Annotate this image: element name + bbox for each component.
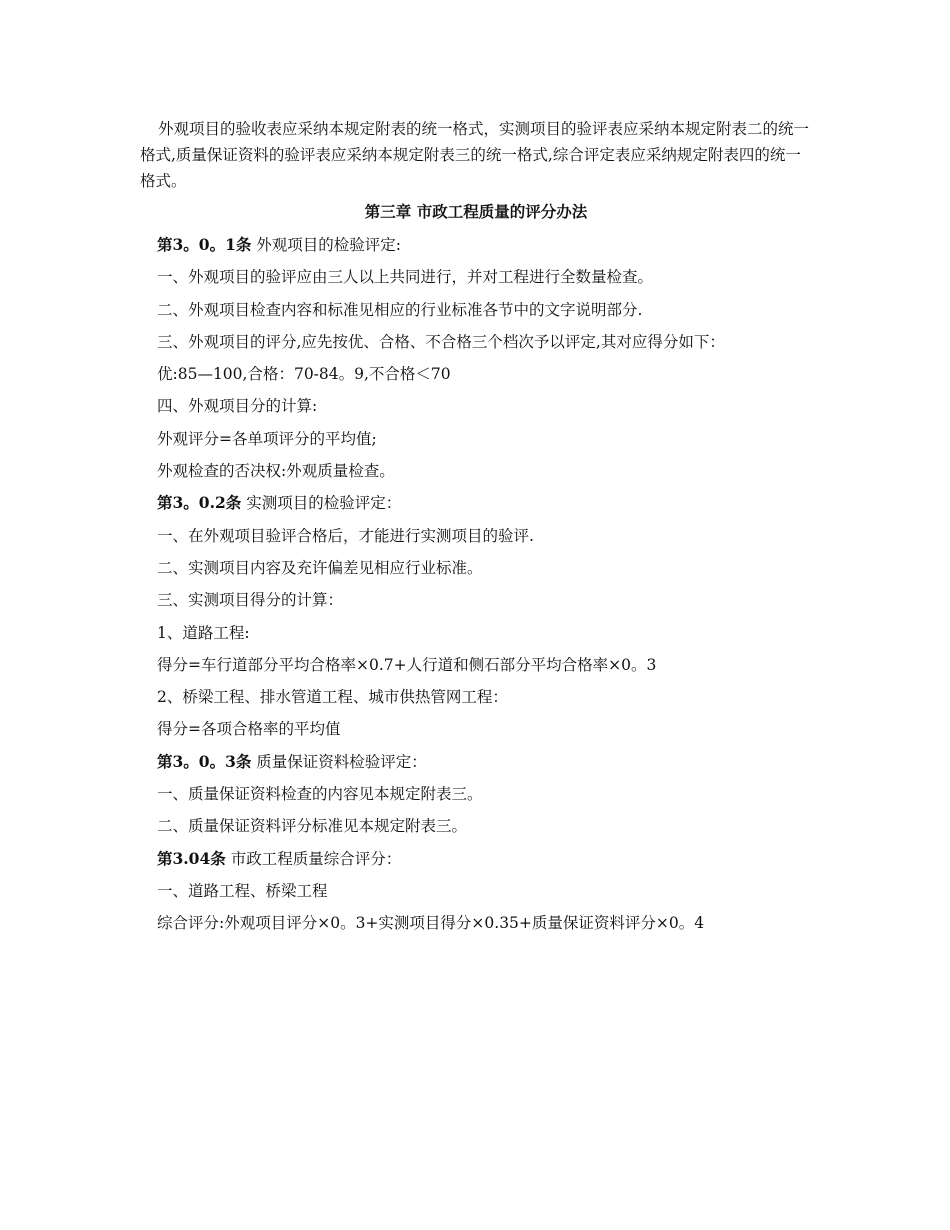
intro-paragraph: 外观项目的验收表应采纳本规定附表的统一格式，实测项目的验评表应采纳本规定附表二的统一格式,质量保证资料的验评表应采纳本规定附表三的统一格式,综合评定表应采纳规定附表四的统一格式。 xyxy=(140,120,810,190)
body-line: 一、质量保证资料检查的内容见本规定附表三。 xyxy=(157,785,483,804)
article-title: 质量保证资料检验评定： xyxy=(251,752,427,771)
article-line-3-0-4 xyxy=(157,843,817,875)
body-line: 2、桥梁工程、排水管道工程、城市供热管网工程： xyxy=(157,688,508,707)
body-line: 优:85—100,合格：70-84。9,不合格＜70 xyxy=(157,365,451,384)
body-line: 外观评分=各单项评分的平均值; xyxy=(157,429,377,448)
body-line: 1、道路工程: xyxy=(157,623,250,642)
article-label: 第3.04条 xyxy=(157,848,226,868)
body-line: 一、外观项目的验评应由三人以上共同进行，并对工程进行全数量检查。 xyxy=(157,268,654,287)
body-line: 综合评分:外观项目评分×0。3+实测项目得分×0.35+质量保证资料评分×0。4 xyxy=(157,914,705,933)
article-label: 第3。0。3条 xyxy=(157,751,252,771)
body-line: 二、质量保证资料评分标准见本规定附表三。 xyxy=(157,817,468,836)
body-line: 得分=各项合格率的平均值 xyxy=(157,720,341,739)
article-line-3-0-2 xyxy=(157,487,817,519)
chapter-heading: 第三章 市政工程质量的评分办法 xyxy=(364,202,588,221)
body-line: 一、在外观项目验评合格后，才能进行实测项目的验评. xyxy=(157,526,534,545)
body-line: 三、外观项目的评分,应先按优、合格、不合格三个档次予以评定,其对应得分如下： xyxy=(157,332,725,351)
body-line: 二、外观项目检查内容和标准见相应的行业标准各节中的文字说明部分. xyxy=(157,300,643,319)
article-line-3-0-3 xyxy=(157,746,817,778)
body-line: 二、实测项目内容及充许偏差见相应行业标准。 xyxy=(157,558,483,577)
article-label: 第3。0。1条 xyxy=(157,235,252,254)
article-line-3-0-1 xyxy=(157,229,817,261)
body-line: 四、外观项目分的计算: xyxy=(157,397,318,416)
article-label: 第3。0.2条 xyxy=(157,493,242,513)
body-line: 三、实测项目得分的计算： xyxy=(157,591,344,610)
body-line: 外观检查的否决权:外观质量检查。 xyxy=(157,462,395,481)
article-title: 外观项目的检验评定: xyxy=(251,236,402,254)
article-title: 实测项目的检验评定： xyxy=(241,494,402,513)
body-lines xyxy=(157,229,817,940)
body-line: 一、道路工程、桥梁工程 xyxy=(157,881,328,900)
body-line: 得分=车行道部分平均合格率×0.7+人行道和侧石部分平均合格率×0。3 xyxy=(157,655,657,674)
article-title: 市政工程质量综合评分： xyxy=(225,849,402,868)
